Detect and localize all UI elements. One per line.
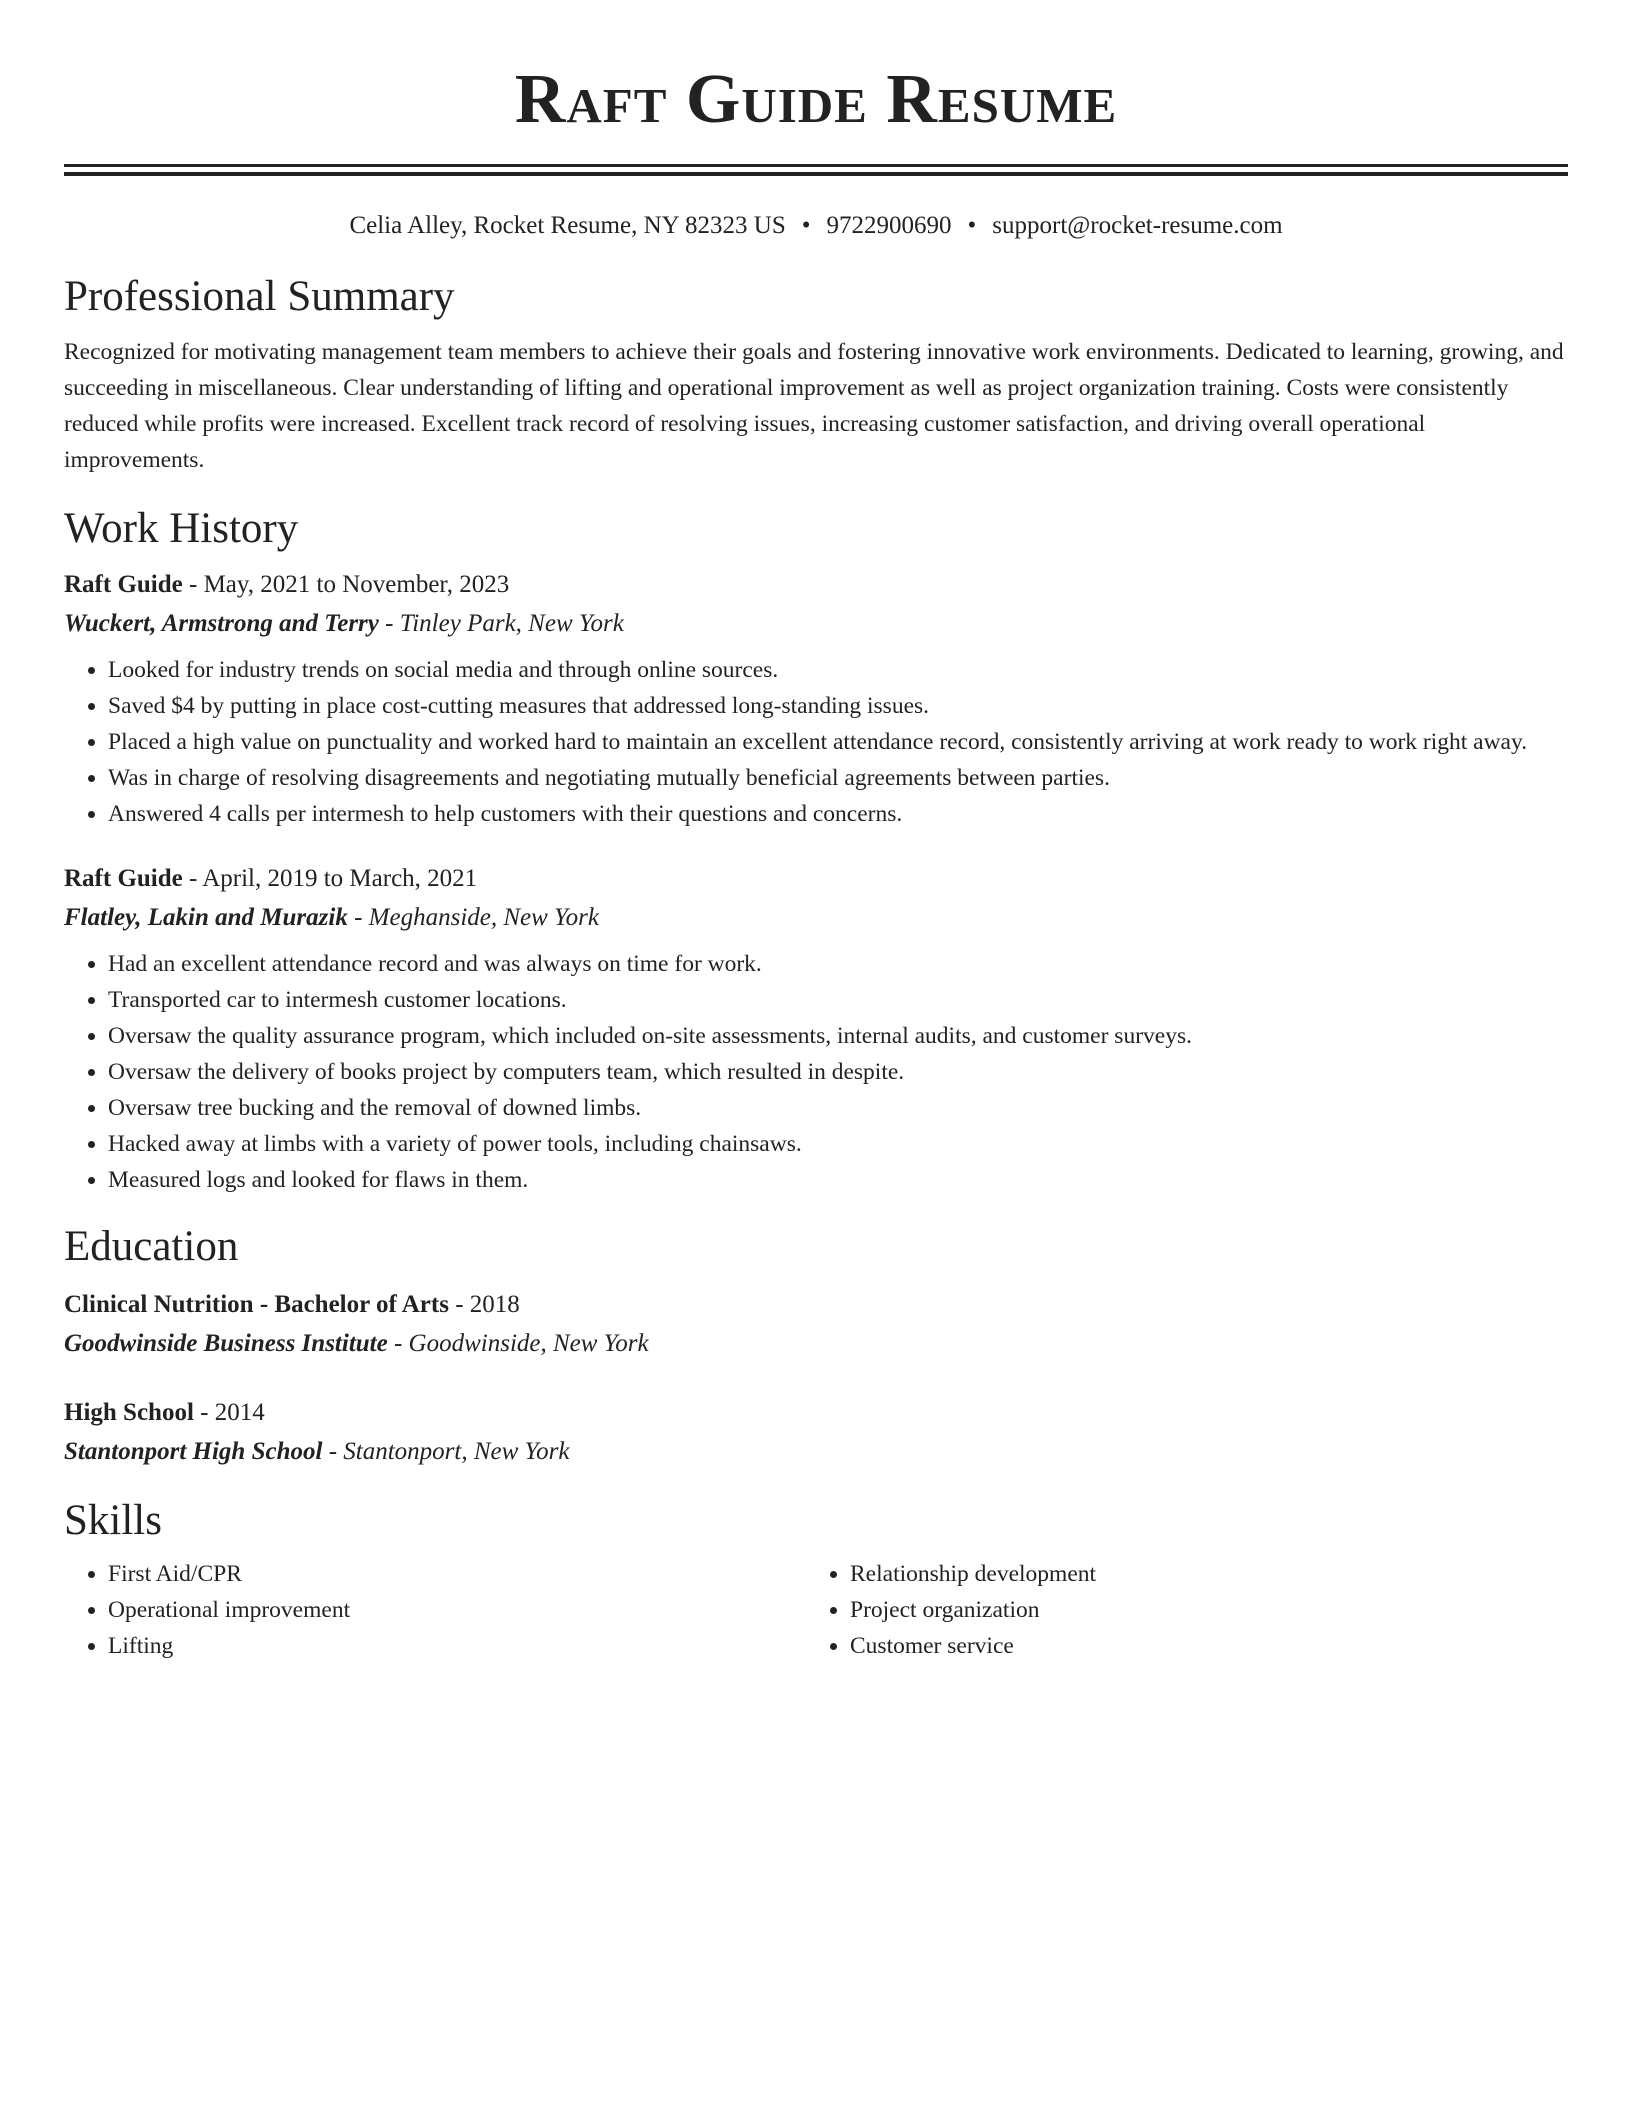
skill-item: • Operational improvement <box>108 1592 806 1628</box>
school-name: Goodwinside Business Institute <box>64 1330 388 1357</box>
skill-item: • Lifting <box>108 1628 806 1664</box>
skills-column-right <box>806 1556 1548 1664</box>
company-line <box>64 604 1568 644</box>
degree-line <box>64 1394 1568 1432</box>
job-title: Raft Guide <box>64 865 183 892</box>
job-dates: - May, 2021 to November, 2023 <box>182 571 510 598</box>
list-item: • Hacked away at limbs with a variety of power tools, including chainsaws. <box>108 1126 1568 1162</box>
list-item: • Was in charge of resolving disagreements and negotiating mutually beneficial agreements between parties. <box>108 760 1568 796</box>
list-item: • Placed a high value on punctuality and worked hard to maintain an excellent attendance record, consistently arriving at work ready to work right away. <box>108 724 1568 760</box>
skill-item: • First Aid/CPR <box>108 1556 806 1592</box>
summary-text: Recognized for motivating management team members to achieve their goals and fostering innovative work environments. Dedicated to learning, growing, and succeeding in miscellaneous. Clear understanding of lifting and operational improvement as well as project organization training. Costs were consistently reduced while profits were increased. Excellent track record of resolving issues, increasing customer satisfaction, and driving overall operational improvements. <box>64 339 1564 473</box>
education-entry <box>64 1394 1568 1472</box>
contact-separator: • <box>967 212 977 239</box>
education-entry <box>64 1286 1568 1364</box>
summary-heading: Professional Summary <box>64 273 455 320</box>
job-entry <box>64 860 1568 1198</box>
degree-year: - 2014 <box>193 1399 265 1426</box>
job-dates: - April, 2019 to March, 2021 <box>182 865 478 892</box>
company-location: - Tinley Park, New York <box>378 610 624 637</box>
contact-address: Celia Alley, Rocket Resume, NY 82323 US <box>349 212 786 239</box>
page-title: Raft Guide Resume <box>514 61 1118 138</box>
school-name: Stantonport High School <box>64 1438 323 1465</box>
title-divider <box>64 164 1568 176</box>
list-item: • Transported car to intermesh customer locations. <box>108 982 1568 1018</box>
list-item: • Saved $4 by putting in place cost-cutting measures that addressed long-standing issues. <box>108 688 1568 724</box>
skill-item: • Customer service <box>850 1628 1548 1664</box>
degree-name: High School <box>64 1399 194 1426</box>
company-name: Wuckert, Armstrong and Terry <box>64 610 379 637</box>
school-location: - Stantonport, New York <box>322 1438 570 1465</box>
list-item: • Oversaw the delivery of books project by computers team, which resulted in despite. <box>108 1054 1568 1090</box>
degree-year: - 2018 <box>448 1291 520 1318</box>
job-title-line <box>64 566 1568 604</box>
list-item: • Had an excellent attendance record and was always on time for work. <box>108 946 1568 982</box>
education-heading: Education <box>64 1223 239 1270</box>
skills-grid <box>64 1556 1568 1664</box>
work-history-heading: Work History <box>64 505 299 552</box>
company-location: - Meghanside, New York <box>347 904 599 931</box>
job-duties <box>64 946 1568 1198</box>
contact-separator: • <box>801 212 811 239</box>
degree-name: Clinical Nutrition - Bachelor of Arts <box>64 1291 449 1318</box>
skill-item: • Project organization <box>850 1592 1548 1628</box>
skills-heading: Skills <box>64 1497 162 1544</box>
job-title: Raft Guide <box>64 571 183 598</box>
contact-phone: 9722900690 <box>826 212 952 239</box>
list-item: • Answered 4 calls per intermesh to help customers with their questions and concerns. <box>108 796 1568 832</box>
degree-line <box>64 1286 1568 1324</box>
list-item: • Measured logs and looked for flaws in them. <box>108 1162 1568 1198</box>
contact-email: support@rocket-resume.com <box>992 212 1283 239</box>
list-item: • Oversaw tree bucking and the removal of downed limbs. <box>108 1090 1568 1126</box>
skills-column-left <box>64 1556 806 1664</box>
school-line <box>64 1432 1568 1472</box>
contact-line <box>64 210 1568 242</box>
list-item: • Oversaw the quality assurance program, which included on-site assessments, internal audits, and customer surveys. <box>108 1018 1568 1054</box>
school-location: - Goodwinside, New York <box>387 1330 649 1357</box>
job-entry <box>64 566 1568 832</box>
job-duties <box>64 652 1568 832</box>
list-item: • Looked for industry trends on social media and through online sources. <box>108 652 1568 688</box>
company-line <box>64 898 1568 938</box>
job-title-line <box>64 860 1568 898</box>
school-line <box>64 1324 1568 1364</box>
company-name: Flatley, Lakin and Murazik <box>64 904 348 931</box>
skill-item: • Relationship development <box>850 1556 1548 1592</box>
